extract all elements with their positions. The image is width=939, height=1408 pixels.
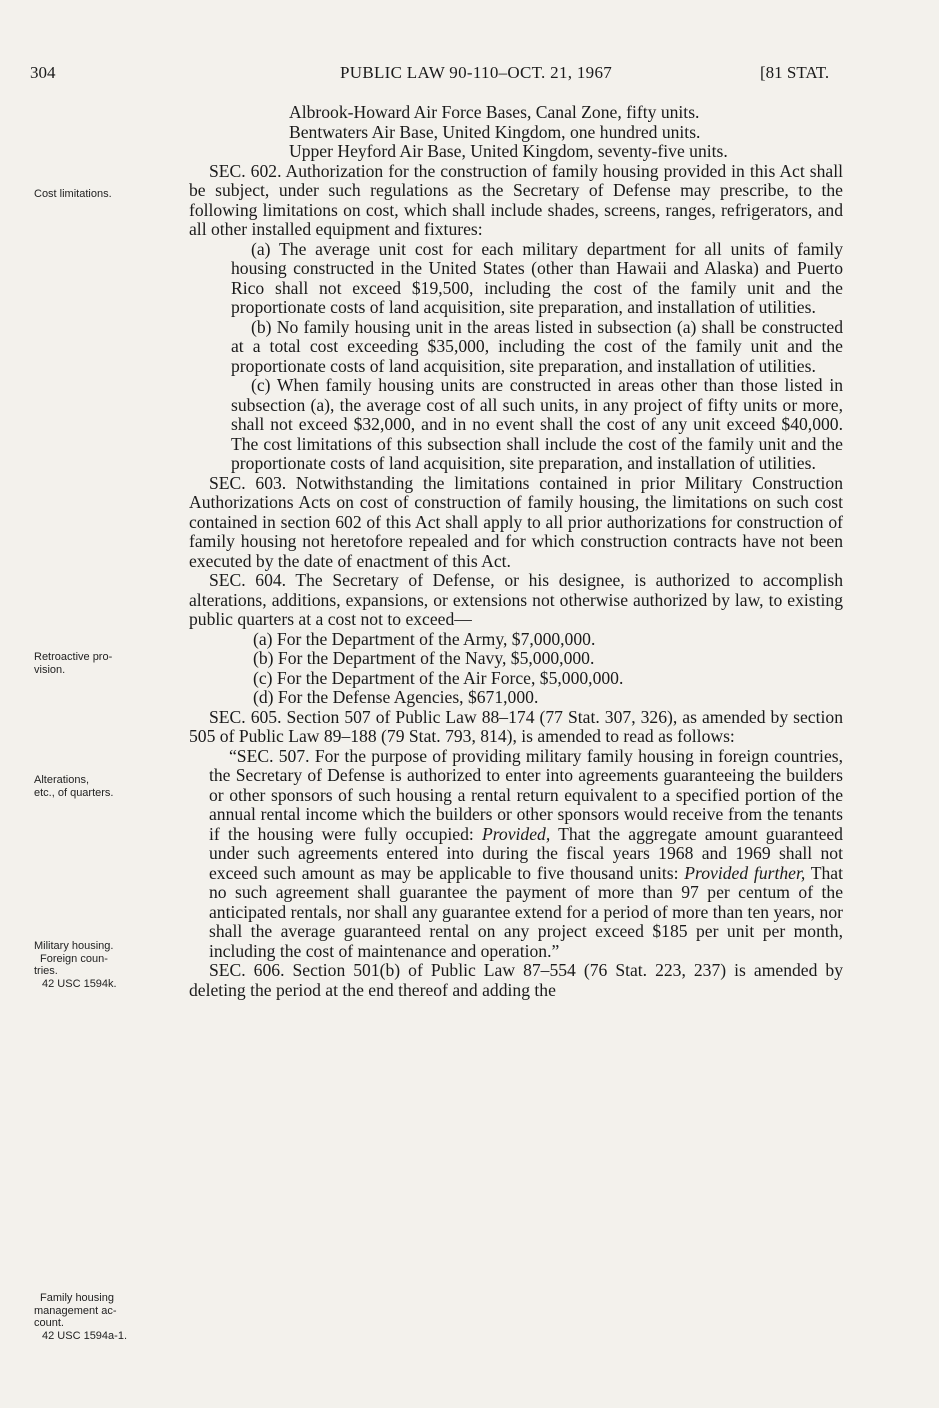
- base-entry: Bentwaters Air Base, United Kingdom, one hundred units.: [289, 121, 701, 142]
- running-title: PUBLIC LAW 90-110–OCT. 21, 1967: [340, 63, 613, 82]
- proviso-further-label: Provided further,: [684, 862, 806, 883]
- margin-note-retroactive: Retroactive pro- vision.: [34, 651, 113, 676]
- section-602-c: (c) When family housing units are constructed in areas other than those listed in subsection (a), the average cost of all such units, in any project of fifty units or more, shall not exceed $32,000, and in no event shall the cost of any unit exceed $40,000. The cost limitations of this subsection shall include the cost of the family unit and the proportionate costs of land acquisition, site preparation, and installation of utilities.: [231, 375, 843, 473]
- margin-note-alterations: Alterations, etc., of quarters.: [34, 774, 114, 799]
- section-602-a: (a) The average unit cost for each military department for all units of family housing constructed in the United States (other than Hawaii and Alaska) and Puerto Rico shall not exceed $19,500, including the cost of the family unit and the proportionate costs of land acquisition, site preparation, and installation of utilities.: [231, 238, 843, 317]
- section-602-b: (b) No family housing unit in the areas listed in subsection (a) shall be constructed at a total cost exceeding $35,000, including the cost of the family unit and the proportionate costs of land acquisition, site preparation, and installation of utilities.: [231, 316, 843, 376]
- section-606: SEC. 606. Section 501(b) of Public Law 87–554 (76 Stat. 223, 237) is amended by deleting the period at the end thereof and adding the: [189, 960, 843, 1000]
- margin-note-cost-limitations: Cost limitations.: [34, 188, 112, 200]
- section-507-quote: “SEC. 507. For the purpose of providing military family housing in foreign countries, the Secretary of Defense is authorized to enter into agreements guaranteeing the builders or other sponsors of such housing a rental return equivalent to a specified portion of the annual rental income which the builders or other sponsors would receive from the tenants if the housing were fully occupied: Provided, That the aggregate amount guaranteed under such agreements entered into during the fiscal years 1968 and 1969 shall not exceed such amount as may be applicable to five thousand units: Provided further, That no such agreement shall guarantee the payment of more than 97 per centum of the anticipated rentals, nor shall any guarantee extend for a period of more than ten years, nor shall the average guaranteed rental on any project exceed $185 per unit per month, including the cost of maintenance and operation.”: [209, 745, 843, 961]
- section-602: SEC. 602. Authorization for the construction of family housing provided in this Act shall be subject, under such regulations as the Secretary of Defense may prescribe, to the following limitations on cost, which shall include shades, screens, ranges, refrigerators, and all other installed equipment and fixtures:: [189, 160, 843, 239]
- section-605: SEC. 605. Section 507 of Public Law 88–174 (77 Stat. 307, 326), as amended by section 505 of Public Law 89–188 (79 Stat. 793, 814), is amended to read as follows:: [189, 706, 843, 746]
- margin-note-military-housing: Military housing. Foreign coun- tries. 42 USC 1594k.: [34, 940, 117, 990]
- section-604-item: (c) For the Department of the Air Force, $5,000,000.: [253, 667, 624, 688]
- base-entry: Upper Heyford Air Base, United Kingdom, seventy-five units.: [289, 141, 728, 161]
- page-number: 304: [30, 63, 56, 82]
- section-604-item: (a) For the Department of the Army, $7,000,000.: [253, 628, 596, 649]
- section-604-item: (d) For the Defense Agencies, $671,000.: [253, 687, 539, 707]
- body-text: [189, 103, 843, 1000]
- section-604: SEC. 604. The Secretary of Defense, or his designee, is authorized to accomplish alterations, additions, expansions, or extensions not otherwise authorized by law, to existing public quarters at a cost not to exceed—: [189, 570, 843, 629]
- statute-reference: [81 STAT.: [760, 63, 830, 82]
- base-entry: Albrook-Howard Air Force Bases, Canal Zone, fifty units.: [289, 102, 700, 122]
- section-603: SEC. 603. Notwithstanding the limitations contained in prior Military Construction Authorizations Acts on cost of construction of family housing, the limitations on such cost contained in section 602 of this Act shall apply to all prior authorizations for construction of family housing not heretofore repealed and for which construction contracts have not been executed by the date of enactment of this Act.: [189, 472, 843, 571]
- section-604-item: (b) For the Department of the Navy, $5,000,000.: [253, 648, 595, 668]
- proviso-label: Provided,: [481, 823, 551, 844]
- margin-note-family-housing: Family housing management ac- count. 42 USC 1594a-1.: [34, 1292, 127, 1342]
